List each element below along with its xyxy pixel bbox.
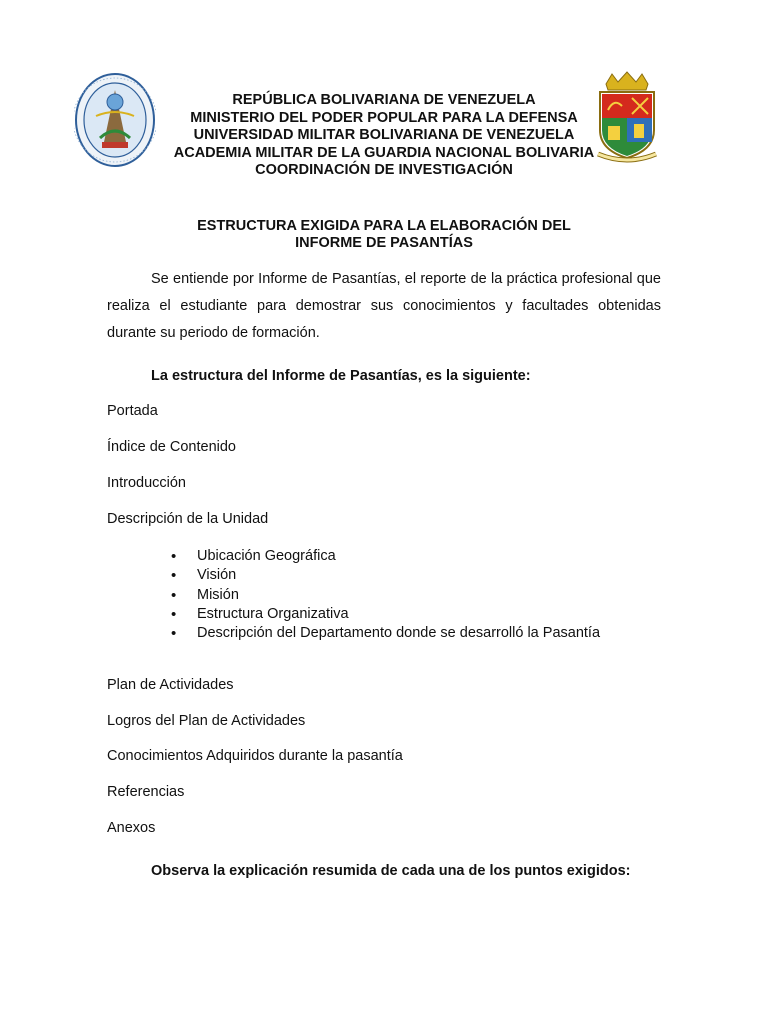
item-referencias: Referencias [107,784,185,800]
header-line: ACADEMIA MILITAR DE LA GUARDIA NACIONAL BOLIVARIA [173,144,595,161]
title-line: ESTRUCTURA EXIGIDA PARA LA ELABORACIÓN DEL [197,218,571,234]
closing-heading: Observa la explicación resumida de cada una de los puntos exigidos: [151,863,631,879]
item-indice: Índice de Contenido [107,439,236,455]
header-line: MINISTERIO DEL PODER POPULAR PARA LA DEFENSA [190,109,578,126]
item-introduccion: Introducción [107,475,186,491]
list-item: • Ubicación Geográfica [170,547,600,566]
item-logros: Logros del Plan de Actividades [107,713,306,729]
unit-subitems-list [170,547,600,643]
list-item: • Estructura Organizativa [170,605,600,624]
list-item: • Misión [170,586,600,605]
item-anexos: Anexos [107,820,156,836]
header-line: REPÚBLICA BOLIVARIANA DE VENEZUELA [232,92,536,108]
header-line: UNIVERSIDAD MILITAR BOLIVARIANA DE VENEZUELA [193,127,575,143]
list-item: • Visión [170,566,600,585]
institution-header [140,92,628,180]
header-line: COORDINACIÓN DE INVESTIGACIÓN [255,162,513,178]
document-title [140,218,628,252]
item-plan-actividades: Plan de Actividades [107,677,234,693]
intro-paragraph [107,266,661,347]
item-conocimientos: Conocimientos Adquiridos durante la pasantía [107,748,403,764]
title-line: INFORME DE PASANTÍAS [295,235,473,251]
structure-heading: La estructura del Informe de Pasantías, es la siguiente: [151,368,531,384]
list-item: • Descripción del Departamento donde se desarrolló la Pasantía [170,624,600,643]
item-descripcion-unidad: Descripción de la Unidad [107,511,269,527]
item-portada: Portada [107,403,158,419]
intro-text: Se entiende por Informe de Pasantías, el reporte de la práctica profesional que realiza el estudiante para demostrar sus conocimientos y facultades obtenidas durante su periodo de formación. [107,271,661,341]
